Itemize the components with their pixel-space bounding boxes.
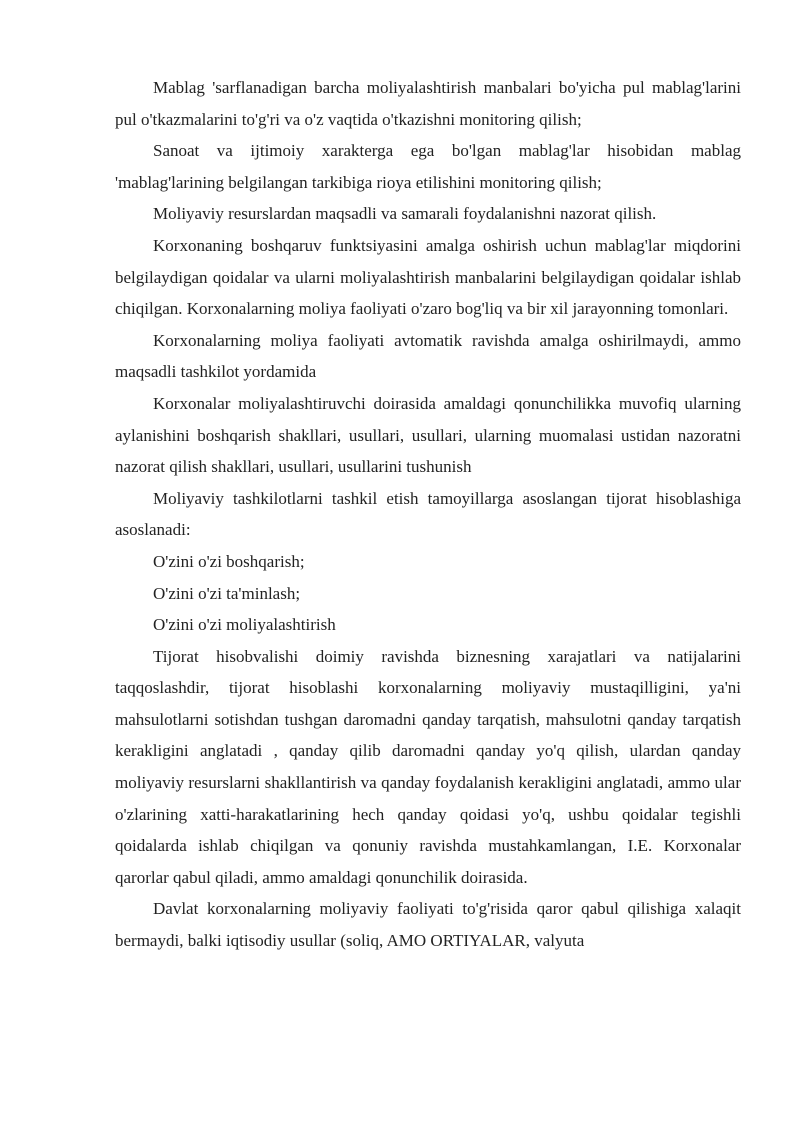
paragraph-4: Korxonaning boshqaruv funktsiyasini amalga oshirish uchun mablag'lar miqdorini belgilaydigan qoidalar va ularni moliyalashtirish manbalarini belgilaydigan qoidalar ishlab chiqilgan. Korxonalarning moliya faoliyati o'zaro bog'liq va bir xil jarayonning tomonlari. [115, 235, 741, 319]
paragraph-7: Moliyaviy tashkilotlarni tashkil etish tamoyillarga asoslangan tijorat hisoblashiga asoslanadi: [115, 488, 741, 540]
paragraph-11: Tijorat hisobvalishi doimiy ravishda biznesning xarajatlari va natijalarini taqqoslashdir, tijorat hisoblashi korxonalarning moliyaviy mustaqilligini, ya'ni mahsulotlarni sotishdan tushgan daromadni qanday tarqatish, mahsulotni qanday tarqatish kerakligini anglatadi , qanday qilib daromadni qanday yo'q qilish, ulardan qanday moliyaviy resurslarni shakllantirish va qanday foydalanish kerakligini anglatadi, ammo ular o'zlarining xatti-harakatlarining hech qanday qoidasi yo'q, ushbu qoidalar tegishli qoidalarda ishlab chiqilgan va qonuniy ravishda mustahkamlangan, I.E. Korxonalar qarorlar qabul qiladi, ammo amaldagi qonunchilik doirasida. [115, 646, 741, 887]
document-body [115, 72, 741, 957]
paragraph-12: Davlat korxonalarning moliyaviy faoliyati to'g'risida qaror qabul qilishiga xalaqit bermaydi, balki iqtisodiy usullar (soliq, AMO ORTIYALAR, valyuta [115, 899, 741, 951]
paragraph-5: Korxonalarning moliya faoliyati avtomatik ravishda amalga oshirilmaydi, ammo maqsadli tashkilot yordamida [115, 330, 741, 382]
paragraph-6: Korxonalar moliyalashtiruvchi doirasida amaldagi qonunchilikka muvofiq ularning aylanishini boshqarish shakllari, usullari, usullari, ularning muomalasi ustidan nazoratni nazorat qilish shakllari, usullari, usullarini tushunish [115, 393, 741, 477]
list-item-self-management: O'zini o'zi boshqarish; [153, 551, 305, 571]
paragraph-3: Moliyaviy resurslardan maqsadli va samarali foydalanishni nazorat qilish. [153, 204, 657, 224]
paragraph-1: Mablag 'sarflanadigan barcha moliyalashtirish manbalari bo'yicha pul mablag'larini pul o'tkazmalarini to'g'ri va o'z vaqtida o'tkazishni monitoring qilish; [115, 78, 741, 129]
list-item-self-sufficiency: O'zini o'zi ta'minlash; [153, 583, 301, 603]
list-item-self-financing: O'zini o'zi moliyalashtirish [153, 615, 336, 635]
paragraph-2: Sanoat va ijtimoiy xarakterga ega bo'lgan mablag'lar hisobidan mablag 'mablag'larining belgilangan tarkibiga rioya etilishini monitoring qilish; [115, 141, 741, 192]
